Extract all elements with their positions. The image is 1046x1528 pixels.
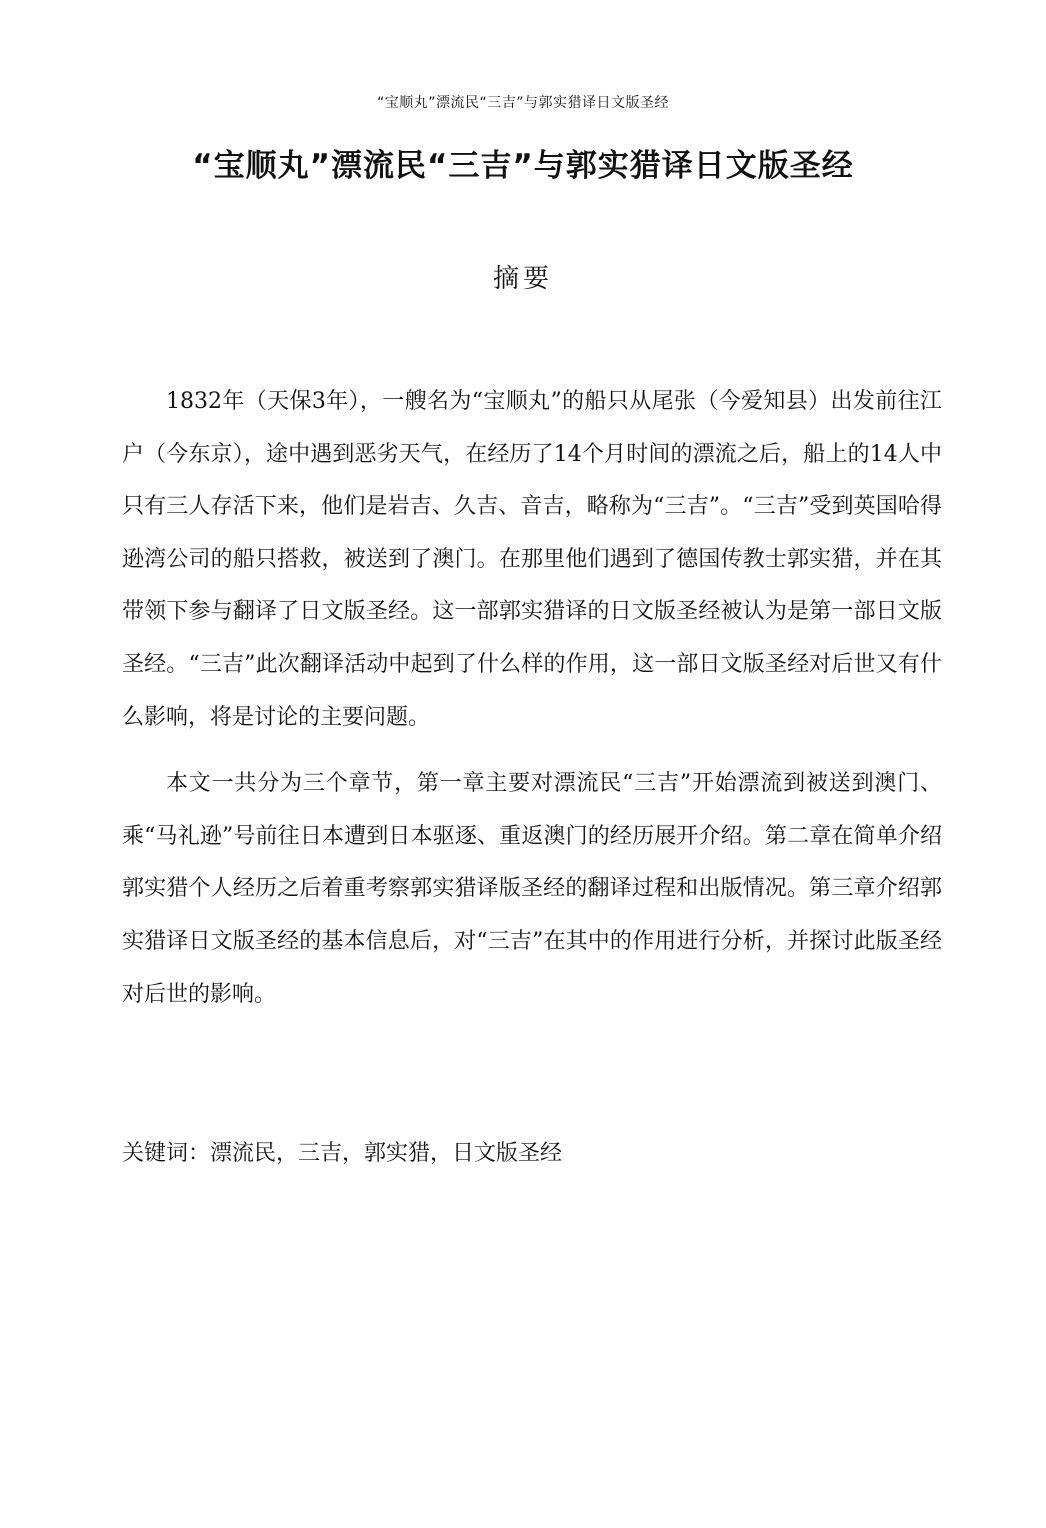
page-title: “宝顺丸”漂流民“三吉”与郭实猎译日文版圣经 — [192, 148, 854, 184]
abstract-body — [122, 376, 942, 1035]
keywords-line: 关键词：漂流民，三吉，郭实猎，日文版圣经 — [122, 1141, 563, 1166]
running-header: “宝顺丸”漂流民“三吉”与郭实猎译日文版圣经 — [376, 95, 669, 111]
abstract-heading: 摘要 — [492, 264, 553, 294]
abstract-paragraph-2: 本文一共分为三个章节，第一章主要对漂流民“三吉”开始漂流到被送到澳门、乘“马礼逊”号前往日本遭到日本驱逐、重返澳门的经历展开介绍。第二章在简单介绍郭实猎个人经历之后着重考察郭实猎译版圣经的翻译过程和出版情况。第三章介绍郭实猎译日文版圣经的基本信息后，对“三吉”在其中的作用进行分析，并探讨此版圣经对后世的影响。 — [122, 771, 942, 1007]
abstract-paragraph-1: 1832年（天保3年），一艘名为“宝顺丸”的船只从尾张（今爱知县）出发前往江户（今东京），途中遇到恶劣天气，在经历了14个月时间的漂流之后，船上的14人中只有三人存活下来，他们是岩吉、久吉、音吉，略称为“三吉”。“三吉”受到英国哈得逊湾公司的船只搭救，被送到了澳门。在那里他们遇到了德国传教士郭实猎，并在其带领下参与翻译了日文版圣经。这一部郭实猎译的日文版圣经被认为是第一部日文版圣经。“三吉”此次翻译活动中起到了什么样的作用，这一部日文版圣经对后世又有什么影响，将是讨论的主要问题。 — [122, 389, 942, 730]
